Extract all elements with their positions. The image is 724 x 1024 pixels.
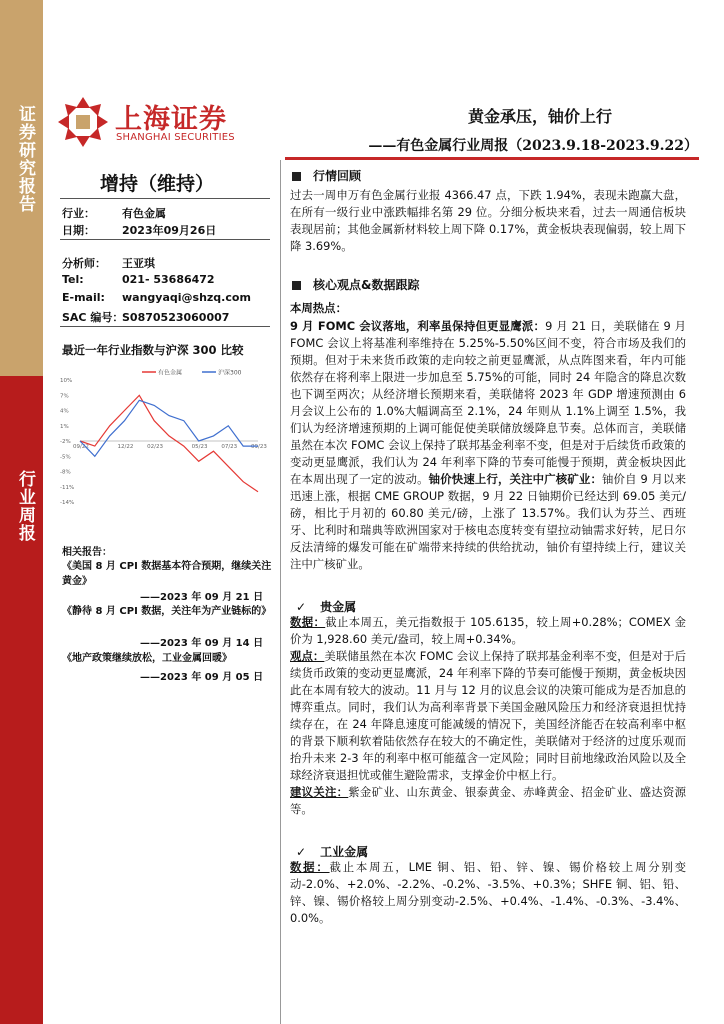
y-tick-label: 1%: [60, 423, 69, 430]
gold-suggest: 紫金矿业、山东黄金、银泰黄金、赤峰黄金、招金矿业、盛达资源等。: [290, 785, 686, 816]
x-tick-label: 07/23: [221, 444, 238, 450]
legend-series-1: 有色金属: [158, 369, 183, 377]
header-rule: [285, 157, 699, 160]
analyst-value[interactable]: wangyaqi@shzq.com: [122, 291, 251, 304]
analyst-key: E-mail:: [62, 291, 105, 304]
hot-topics-label: 本周热点：: [290, 301, 347, 315]
x-tick-label: 09/22: [73, 444, 89, 450]
meta-value: 2023年09月26日: [122, 224, 217, 237]
analyst-value: S0870523060007: [122, 311, 230, 324]
meta-industry: [62, 205, 166, 221]
rating: 增持（维持）: [100, 173, 215, 195]
y-tick-label: 4%: [60, 408, 69, 415]
analyst-key: Tel:: [62, 273, 84, 286]
industrial-text: [290, 859, 686, 927]
section-title: 核心观点&数据跟踪: [313, 278, 420, 292]
gold-data: 截止本周五，美元指数报于 105.6135，较上周+0.28%；COMEX 金价为 1,928.60 美元/盎司，较上周+0.34%。: [290, 615, 686, 646]
meta-key: 日期：: [62, 224, 95, 237]
hot-topic-1-body: 9 月 21 日，美联储在 9 月 FOMC 会议上将基准利率维持在 5.25%-5.50%区间不变，符合市场及我们的预期。但对于未来货币政策的走向较之前更显鹰派，从点阵图来看，年内可能依然存在将利率上限进一步加息至 5.75%的可能，同时 24 年隐含的降息次数也下调至两次；从经济增长预期来看，美联储将 2023 年 GDP 增速预测由 6 月会议上公布的 1.0%大幅调高至 2.1%，24 年则从 1.1%上调至 1.5%，我们认为经济增速预期的上调可能促使美联储放缓降息节奏。总体而言，美联储虽然在本次 FOMC 会议上保持了联邦基金利率不变，但是对于后续货币政策的变动更显鹰派，我们认为 24 年利率下降的节奏可能慢于预期，黄金板块因此在本周出现了一定的波动。: [290, 319, 687, 486]
report-subtitle: ——有色金属行业周报（2023.9.18-2023.9.22）: [368, 138, 698, 154]
x-tick-label: 12/22: [117, 444, 134, 450]
section-title: 贵金属: [320, 600, 357, 614]
divider: [60, 239, 270, 240]
sidebar-label-research: 证券研究报告: [15, 105, 35, 213]
section-views-heading: [292, 276, 419, 293]
gold-data-label: 数据：: [290, 615, 326, 629]
x-tick-label: 02/23: [147, 444, 164, 450]
divider: [60, 326, 270, 327]
analyst-key: 分析师：: [62, 257, 106, 270]
related-report-date: ——2023 年 09 月 21 日: [140, 592, 264, 603]
divider: [60, 198, 270, 199]
square-bullet-icon: [292, 281, 301, 290]
related-reports-title: 相关报告：: [62, 547, 112, 558]
meta-date: [62, 222, 216, 238]
y-tick-label: -11%: [60, 484, 75, 491]
x-tick-label: 05/23: [191, 444, 208, 450]
market-review-text: 过去一周申万有色金属行业报 4366.47 点，下跌 1.94%，表现未跑赢大盘，在所有一级行业中涨跌幅排名第 29 位。分细分板块来看，过去一周通信板块表现居前；其他金属新材料较上周下降 0.17%，黄金板块表现偏弱，较上周下降 3.69%。: [290, 188, 686, 253]
y-tick-label: -2%: [60, 439, 71, 445]
company-logo: [55, 96, 255, 152]
sidebar: [0, 0, 43, 1024]
y-tick-label: -8%: [60, 469, 71, 476]
related-report-date: ——2023 年 09 月 05 日: [140, 672, 264, 683]
analyst-key: SAC 编号：: [62, 311, 124, 324]
chart-label: 最近一年行业指数与沪深 300 比较: [62, 343, 244, 357]
related-report-3[interactable]: 《地产政策继续放松，工业金属回暖》: [62, 653, 232, 664]
section-title: 工业金属: [320, 845, 369, 859]
y-tick-label: -5%: [60, 454, 71, 461]
section-title: 行情回顾: [313, 169, 362, 183]
logo-mark-icon: [57, 96, 109, 148]
gold-suggest-label: 建议关注：: [290, 785, 349, 799]
section-gold-heading: [296, 598, 356, 615]
hot-topic-2-title: 铀价快速上行，关注中广核矿业：: [428, 472, 602, 486]
hot-topic-1-title: 9 月 FOMC 会议落地，利率虽保持但更显鹰派：: [290, 319, 546, 333]
gold-view-label: 观点：: [290, 649, 325, 663]
index-comparison-chart: [58, 360, 270, 510]
y-tick-label: 10%: [60, 378, 73, 384]
analyst-sac: [62, 309, 229, 325]
meta-key: 行业：: [62, 207, 95, 220]
logo-name-cn: 上海证券: [115, 104, 227, 135]
x-tick-label: 09/23: [251, 444, 267, 450]
section-market-heading: [292, 167, 361, 184]
analyst-value: 王亚琪: [122, 257, 155, 270]
analyst-value: 021- 53686472: [122, 273, 215, 286]
y-tick-label: 7%: [60, 393, 69, 400]
sidebar-label-weekly: 行业周报: [15, 470, 35, 542]
check-icon: ✓: [296, 845, 307, 859]
gold-text: [290, 614, 686, 818]
square-bullet-icon: [292, 172, 301, 181]
related-report-date: ——2023 年 09 月 14 日: [140, 638, 264, 649]
industrial-data: 截止本周五，LME 铜、铝、铅、锌、镍、锡价格较上周分别变动-2.0%、+2.0%、-2.2%、-0.2%、-3.5%、+0.3%；SHFE 铜、铝、铅、锌、镍、锡价格较上周分别变动-2.5%、+0.4%、-1.4%、-0.3%、-3.4%、0.0%。: [290, 860, 686, 925]
column-divider: [280, 160, 281, 1024]
hot-topic-2-body: 铀价自 9 月以来迅速上涨，根据 CME GROUP 数据，9 月 22 日铀期价已经达到 69.05 美元/磅，相比于月初的 60.80 美元/磅，上涨了 13.57%。我们认为芬兰、西班牙、比利时和瑞典等欧洲国家对于核电态度转变有望拉动铀需求好转，尼日尔反法清缔的爆发可能在矿端带来持续的供给扰动，铀价有望持续上行，建议关注中广核矿业。: [290, 472, 686, 571]
analyst-name: [62, 255, 155, 271]
section-industrial-heading: [296, 843, 368, 860]
report-title: 黄金承压，铀价上行: [467, 107, 612, 126]
analyst-email[interactable]: [62, 291, 251, 304]
related-report-2[interactable]: 《静待 8 月 CPI 数据，关注年为产业链标的》: [62, 606, 272, 617]
analyst-tel: [62, 273, 215, 286]
related-report-1[interactable]: 《美国 8 月 CPI 数据基本符合预期，继续关注黄金》: [62, 561, 272, 587]
meta-value: 有色金属: [122, 207, 166, 220]
industrial-data-label: 数据：: [290, 860, 330, 874]
gold-view: 美联储虽然在本次 FOMC 会议上保持了联邦基金利率不变，但是对于后续货币政策的变动更显鹰派，24 年利率下降的节奏可能慢于预期，黄金板块因此在本周有较大的波动。11 月与 12 月的议息会议的决策可能成为是否加息的博弈重点。同时，我们认为高利率背景下美国金融风险压力和经济衰退担忧持续存在，在 24 年降息速度可能减缓的情况下，美国经济能否在较高利率中枢的背景下顺利软着陆依然存在较大的不确定性，美联储对于经济的过度乐观而抬升未来 2-3 年的利率中枢可能蕴含一定风险；同时目前地缘政治风险以及全球经济衰退担忧或催生避险需求，支撑金价中枢上行。: [290, 649, 686, 782]
hot-topics-text: [290, 318, 686, 573]
legend-series-2: 沪深300: [218, 369, 242, 377]
logo-name-en: SHANGHAI SECURITIES: [116, 132, 235, 143]
y-tick-label: -14%: [60, 500, 75, 506]
check-icon: ✓: [296, 600, 307, 614]
